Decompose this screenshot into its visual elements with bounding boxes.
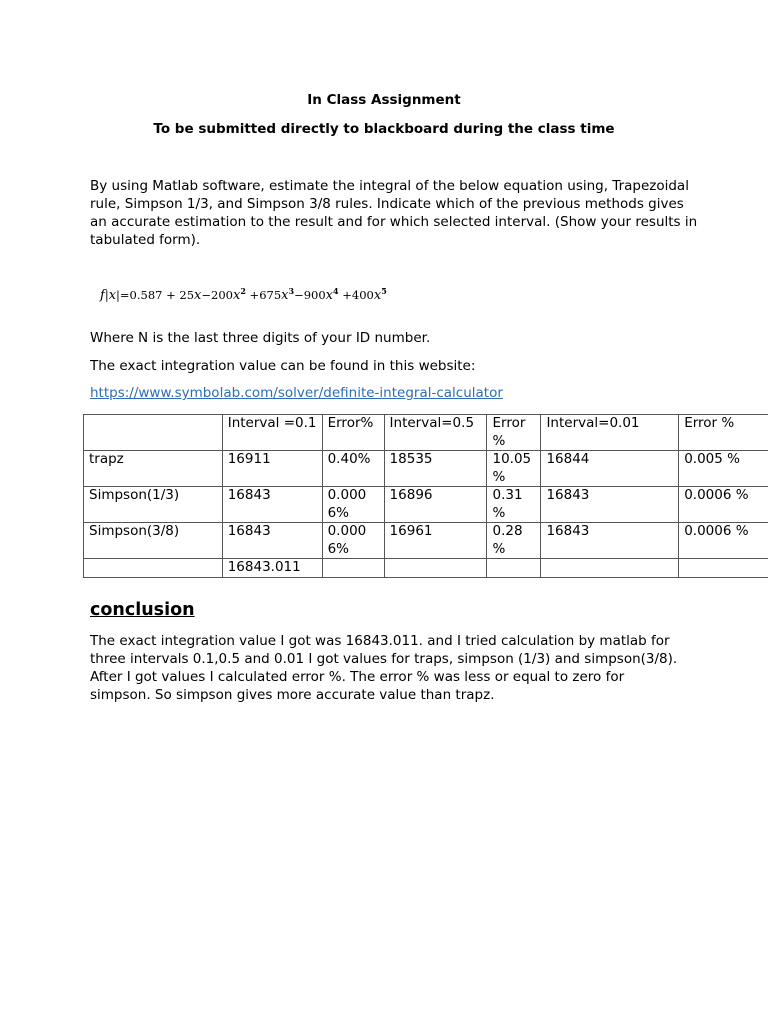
conclusion-paragraph: The exact integration value I got was 16843.011. and I tried calculation by matlab for three intervals 0.1,0.5 and 0.01 I got values for traps, simpson (1/3) and simpson(3/8). After I got values I calculated error %. The error % was less or equal to zero for simpson. So simpson gives more accurate value than trapz. xyxy=(90,633,678,703)
equation-paren-open: | xyxy=(104,287,109,302)
table-cell: 0.005 % xyxy=(679,451,768,487)
table-cell: 0.40% xyxy=(322,451,384,487)
table-header-cell: Interval =0.1 xyxy=(222,415,322,451)
table-cell: 0.000 6% xyxy=(322,487,384,523)
results-table xyxy=(83,414,768,578)
table-cell: 16843.011 xyxy=(222,559,322,578)
table-header-cell: Interval=0.01 xyxy=(541,415,679,451)
table-cell: 0.0006 % xyxy=(679,523,768,559)
equation-exp-3: 3 xyxy=(288,286,295,296)
equation-paren-close: | xyxy=(116,287,120,302)
table-header-cell xyxy=(84,415,223,451)
table-cell: 16911 xyxy=(222,451,322,487)
table-header-row xyxy=(84,415,768,451)
table-row xyxy=(84,451,768,487)
table-cell xyxy=(384,559,487,578)
table-cell xyxy=(541,559,679,578)
page-subtitle: To be submitted directly to blackboard during the class time xyxy=(153,121,615,137)
table-cell: 16843 xyxy=(541,487,679,523)
table-header-cell: Error% xyxy=(322,415,384,451)
equation-coef-2: −200 xyxy=(201,287,233,302)
table-row xyxy=(84,523,768,559)
equation-exp-5: 5 xyxy=(381,286,387,296)
table-cell: 16844 xyxy=(541,451,679,487)
table-row xyxy=(84,559,768,578)
table-cell: 18535 xyxy=(384,451,487,487)
table-cell: 16961 xyxy=(384,523,487,559)
exact-value-note: The exact integration value can be found in this website: xyxy=(90,358,476,374)
equation-x5: x xyxy=(373,287,382,303)
table-cell xyxy=(487,559,541,578)
table-cell: Simpson(1/3) xyxy=(84,487,223,523)
table-row xyxy=(84,487,768,523)
table-header-cell: Error % xyxy=(487,415,541,451)
equation-arg: x xyxy=(108,287,117,303)
equation-f: f xyxy=(100,287,105,303)
table-cell: trapz xyxy=(84,451,223,487)
equation xyxy=(100,286,387,303)
equation-coef-5: +400 xyxy=(338,287,374,302)
table-cell: 0.28 % xyxy=(487,523,541,559)
table-header-cell: Interval=0.5 xyxy=(384,415,487,451)
intro-paragraph: By using Matlab software, estimate the integral of the below equation using, Trapezoidal rule, Simpson 1/3, and Simpson 3/8 rules. Indicate which of the previous methods gives an accurate estimation to the result and for which selected interval. (Show your results in tabulated form). xyxy=(90,178,698,248)
table-cell xyxy=(84,559,223,578)
table-cell xyxy=(679,559,768,578)
table-cell: 16896 xyxy=(384,487,487,523)
equation-exp-2: 2 xyxy=(240,286,246,296)
table-cell: 0.0006 % xyxy=(679,487,768,523)
equation-exp-4: 4 xyxy=(333,286,339,296)
equation-coef-4: −900 xyxy=(294,287,326,302)
table-header-cell: Error % xyxy=(679,415,768,451)
id-note: Where N is the last three digits of your ID number. xyxy=(90,330,431,346)
table-cell: Simpson(3/8) xyxy=(84,523,223,559)
equation-term-0: =0.587 + 25 xyxy=(119,287,195,302)
table-cell xyxy=(322,559,384,578)
equation-x3: x xyxy=(281,287,289,303)
equation-coef-3: +675 xyxy=(245,287,282,302)
equation-x2: x xyxy=(232,287,241,303)
table-cell: 16843 xyxy=(222,487,322,523)
table-cell: 16843 xyxy=(222,523,322,559)
table-cell: 16843 xyxy=(541,523,679,559)
table-cell: 10.05 % xyxy=(487,451,541,487)
equation-x4: x xyxy=(325,287,334,303)
symbolab-link[interactable]: https://www.symbolab.com/solver/definite-integral-calculator xyxy=(90,385,503,401)
page-title: In Class Assignment xyxy=(307,92,461,108)
table-cell: 0.000 6% xyxy=(322,523,384,559)
table-cell: 0.31 % xyxy=(487,487,541,523)
conclusion-heading: conclusion xyxy=(90,600,195,620)
equation-x1: x xyxy=(194,287,202,303)
